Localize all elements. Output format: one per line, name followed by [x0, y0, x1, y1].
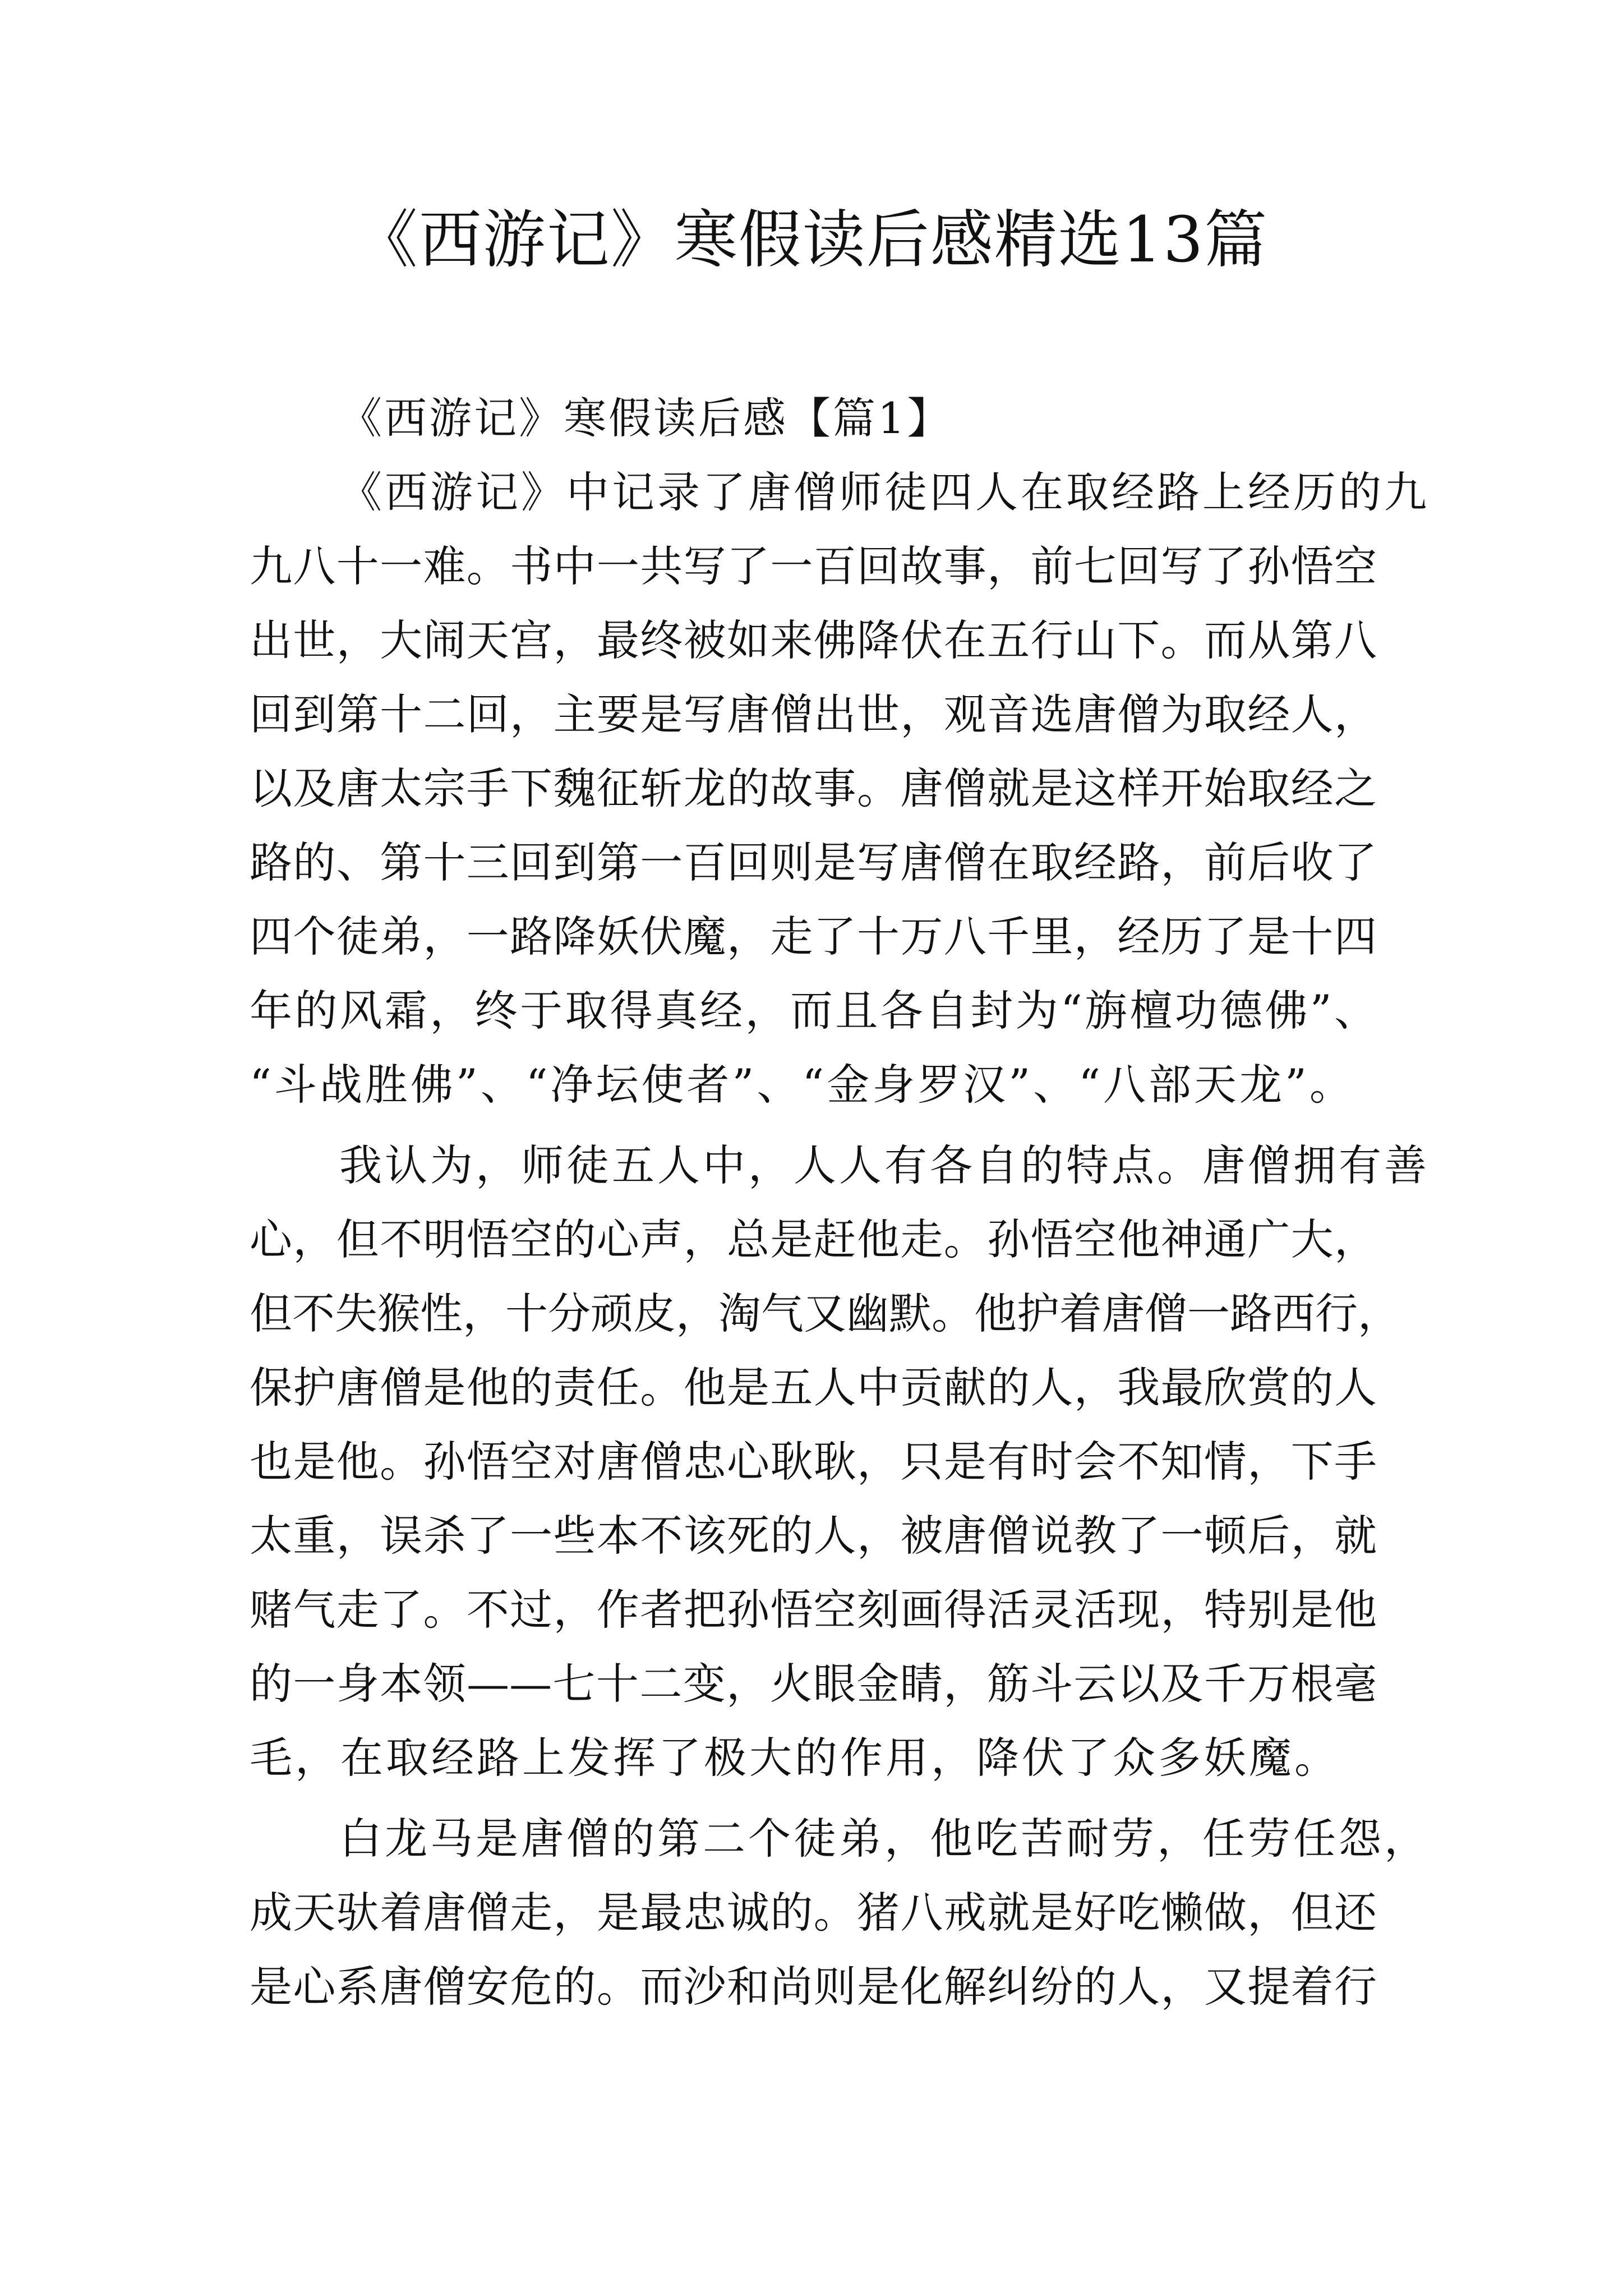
document-body: [250, 381, 1430, 2024]
paragraph: [250, 455, 1430, 1122]
paragraph-line: 太重，误杀了一些本不该死的人，被唐僧说教了一顿后，就: [250, 1511, 1377, 1561]
paragraph-line: 以及唐太宗手下魏征斩龙的故事。唐僧就是这样开始取经之: [250, 763, 1377, 813]
paragraph-line: 毛，在取经路上发挥了极大的作用，降伏了众多妖魔。: [250, 1733, 1340, 1783]
paragraph-line: 路的、第十三回到第一百回则是写唐僧在取经路，前后收了: [250, 838, 1377, 887]
paragraph-line: “斗战胜佛”、“净坛使者”、“金身罗汉”、“八部天龙”。: [250, 1060, 1355, 1110]
paragraph-line: 的一身本领——七十二变，火眼金睛，筋斗云以及千万根毫: [250, 1659, 1377, 1709]
paragraph-line: 我认为，师徒五人中，人人有各自的特点。唐僧拥有善: [339, 1140, 1430, 1190]
paragraph-line: 出世，大闹天宫，最终被如来佛降伏在五行山下。而从第八: [250, 615, 1377, 665]
paragraph-line: 年的风霜，终于取得真经，而且各自封为“旃檀功德佛”、: [250, 986, 1377, 1036]
paragraph-line: 保护唐僧是他的责任。他是五人中贡献的人，我最欣赏的人: [250, 1363, 1377, 1412]
paragraph-line: 白龙马是唐僧的第二个徒弟，他吃苦耐劳，任劳任怨，: [339, 1814, 1430, 1864]
paragraph: [250, 1802, 1430, 2024]
paragraph-line: 心，但不明悟空的心声，总是赶他走。孙悟空他神通广大，: [250, 1214, 1377, 1264]
paragraph-line: 但不失猴性，十分顽皮，淘气又幽默。他护着唐僧一路西行，: [250, 1289, 1400, 1338]
paragraph-line: 赌气走了。不过，作者把孙悟空刻画得活灵活现，特别是他: [250, 1585, 1377, 1635]
section-heading: 《西游记》寒假读后感【篇1】: [339, 393, 952, 443]
paragraph-line: 也是他。孙悟空对唐僧忠心耿耿，只是有时会不知情，下手: [250, 1437, 1377, 1487]
paragraph: [250, 1129, 1430, 1795]
paragraph-line: 是心系唐僧安危的。而沙和尚则是化解纠纷的人，又提着行: [250, 1962, 1377, 2012]
paragraph-line: 《西游记》中记录了唐僧师徒四人在取经路上经历的九: [339, 467, 1430, 517]
document-title: 《西游记》寒假读后感精选13篇: [354, 204, 1269, 277]
paragraph-line: 九八十一难。书中一共写了一百回故事，前七回写了孙悟空: [250, 541, 1377, 591]
paragraph-line: 回到第十二回，主要是写唐僧出世，观音选唐僧为取经人，: [250, 689, 1377, 739]
paragraph-line: 成天驮着唐僧走，是最忠诚的。猪八戒就是好吃懒做，但还: [250, 1888, 1377, 1938]
paragraph-line: 四个徒弟，一路降妖伏魔，走了十万八千里，经历了是十四: [250, 912, 1377, 961]
